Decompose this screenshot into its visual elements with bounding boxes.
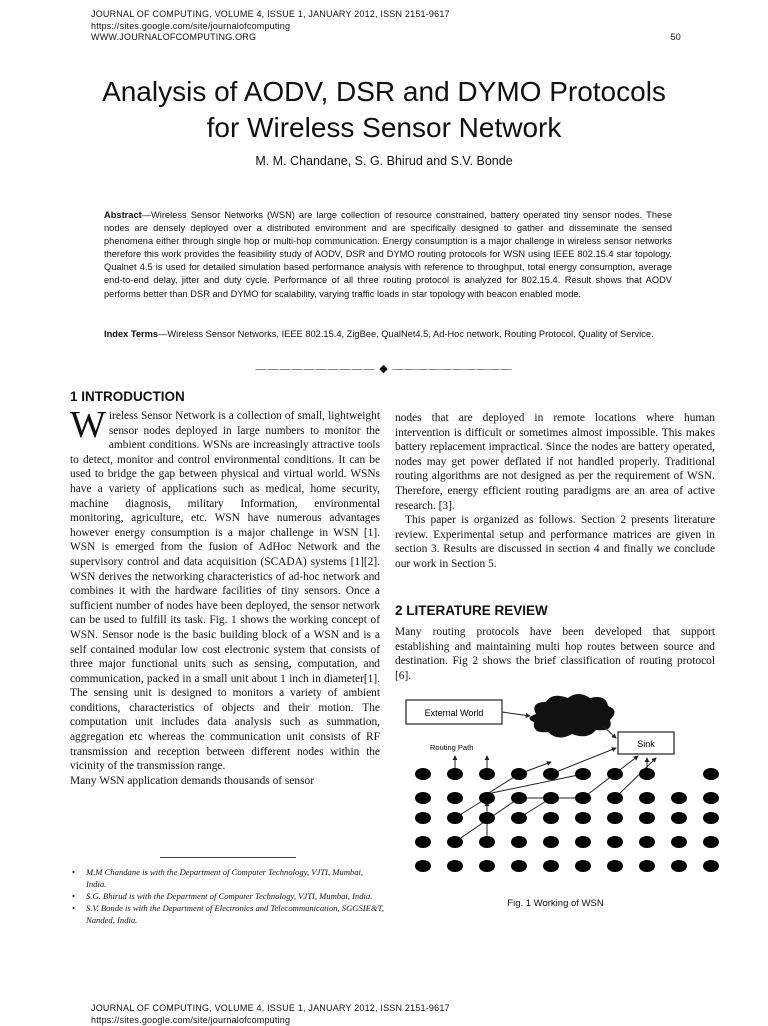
drop-cap: W <box>70 404 106 446</box>
running-header <box>91 9 681 44</box>
sensor-node <box>671 812 687 824</box>
sensor-node <box>415 768 431 780</box>
sensor-node <box>703 768 719 780</box>
heading-literature-review: 2 LITERATURE REVIEW <box>395 603 548 618</box>
index-terms-label: Index Terms <box>104 329 159 339</box>
sensor-node <box>575 768 591 780</box>
sensor-node <box>511 792 527 804</box>
right-column-top <box>395 411 715 572</box>
authors: M. M. Chandane, S. G. Bhirud and S.V. Bonde <box>255 154 513 168</box>
abstract-label: Abstract <box>104 210 142 220</box>
sensor-node <box>479 860 495 872</box>
literature-paragraph-1: Many routing protocols have been developed that support establishing and maintaining multi hop routes between source and destination. Fig 2 shows the brief classification of routing protocol [6]. <box>395 626 715 682</box>
footnote-2: • S.G. Bhirud is with the Department of Computer Technology, VJTI, Mumbai, India. <box>70 890 385 902</box>
link-line <box>502 712 530 716</box>
sink-label: Sink <box>637 739 655 749</box>
sensor-node <box>415 792 431 804</box>
cloud-icon <box>529 694 614 738</box>
sensor-node <box>639 792 655 804</box>
sensor-node <box>671 792 687 804</box>
sensor-node <box>575 812 591 824</box>
footnote-3: • S.V. Bonde is with the Department of Electronics and Telecommunication, SGGSIE&T, Nanded, India. <box>70 902 385 926</box>
sensor-node <box>415 836 431 848</box>
intro-paragraph-2: Many WSN application demands thousands of sensor <box>70 774 315 787</box>
sensor-node <box>415 812 431 824</box>
intro-paragraph-1 <box>70 404 380 774</box>
sensor-node <box>671 836 687 848</box>
footer-url[interactable]: https://sites.google.com/site/journalofcomputing <box>91 1015 291 1025</box>
sensor-node <box>479 792 495 804</box>
heading-introduction: 1 INTRODUCTION <box>70 389 185 404</box>
sensor-node <box>511 860 527 872</box>
routing-path-label: Routing Path <box>430 743 474 752</box>
sensor-node <box>639 768 655 780</box>
sensor-node <box>607 792 623 804</box>
sensor-node <box>639 836 655 848</box>
figure-caption: Fig. 1 Working of WSN <box>507 898 604 909</box>
title-line-1: Analysis of AODV, DSR and DYMO Protocols <box>102 76 666 107</box>
sensor-node <box>607 768 623 780</box>
sensor-node <box>447 768 463 780</box>
literature-paragraph <box>395 625 715 683</box>
sensor-node <box>447 860 463 872</box>
external-world-label: External World <box>424 708 484 718</box>
sensor-node <box>639 860 655 872</box>
sensor-node <box>543 792 559 804</box>
sensor-node <box>607 812 623 824</box>
header-site[interactable]: WWW.JOURNALOFCOMPUTING.ORG <box>91 32 257 42</box>
title-line-2: for Wireless Sensor Network <box>206 112 562 143</box>
left-column <box>70 404 380 835</box>
routing-arrow <box>487 774 583 794</box>
sensor-node <box>575 792 591 804</box>
intro-paragraph-2-cont: nodes that are deployed in remote locations where human intervention is difficult or sometimes almost impossible. This makes battery replacement impractical. Since the nodes are battery operated, nodes may get power deflated if not handled properly. Traditional routing algorithms are not designed as per the requirement of WSN. Therefore, energy efficient routing paradigms are an area of active research. [3]. <box>395 412 715 512</box>
index-terms-text: —Wireless Sensor Networks, IEEE 802.15.4, ZigBee, QualNet4.5, Ad-Hoc network, Routing Protocol, Quality of Service. <box>158 329 654 339</box>
sensor-node <box>447 792 463 804</box>
sensor-node <box>511 768 527 780</box>
intro-paragraph-3: This paper is organized as follows. Section 2 presents literature review. Experimental setup and performance matrices are given in section 3. Results are discussed in section 4 and finally we conclude our work in Section 5. <box>395 514 715 570</box>
sensor-node <box>575 836 591 848</box>
sensor-node <box>479 812 495 824</box>
sensor-node <box>607 860 623 872</box>
sensor-node <box>479 768 495 780</box>
sensor-node <box>479 836 495 848</box>
intro-paragraph-1-text: ireless Sensor Network is a collection of small, lightweight sensor nodes deployed in large numbers to monitor the ambient conditions. WSNs are increasingly attractive tools to detect, monitor and control environmental conditions. It can be used to bridge the gap between physical and virtual world. WSNs have a variety of applications such as medical, home security, machine diagnosis, military Information, environmental monitoring, agriculture, etc. WSN have numerous advantages however energy consumption is a major challenge in WSN [1]. WSN is emerged from the fusion of AdHoc Network and the supervisory control and data acquisition (SCADA) systems [1][2]. WSN derives the networking characteristics of ad-hoc network and combines it with the hardware facilities of tiny sensors. Once a sufficient number of nodes have been deployed, the sensor network can be used to fulfill its task. Fig. 1 shows the working concept of WSN. Sensor node is the basic building block of a WSN and is a self contained modular low cost electronic system that consists of three major functional units such as sensing, computation, and communication, packed in a small unit about 1 inch in diameter[1]. The sensing unit is designed to monitors a variety of ambient conditions, characteristics of objects and their motion. The computation unit includes data analysis such as summation, aggregation etc whereas the communication unit consists of RF transmission and reception between different nodes within the vicinity of the transmission range. <box>70 410 380 773</box>
abstract <box>104 209 672 301</box>
link-line <box>603 726 616 738</box>
sensor-node <box>543 860 559 872</box>
sensor-node <box>703 860 719 872</box>
footnote-1: • M.M Chandane is with the Department of Computer Technology, VJTI, Mumbai, India. <box>70 866 385 890</box>
sensor-node <box>447 812 463 824</box>
sensor-node <box>703 812 719 824</box>
page-number: 50 <box>670 32 681 42</box>
footnote-rule <box>160 857 296 858</box>
sensor-node <box>575 860 591 872</box>
header-journal: JOURNAL OF COMPUTING, VOLUME 4, ISSUE 1, JANUARY 2012, ISSN 2151-9617 <box>91 9 450 19</box>
sensor-node <box>607 836 623 848</box>
header-url[interactable]: https://sites.google.com/site/journalofcomputing <box>91 20 291 31</box>
paper-title <box>40 74 728 146</box>
sensor-node <box>511 836 527 848</box>
sensor-node <box>447 836 463 848</box>
sensor-node <box>415 860 431 872</box>
index-terms <box>104 328 672 341</box>
sensor-node <box>543 768 559 780</box>
sensor-node <box>703 792 719 804</box>
figure-wsn <box>398 694 738 884</box>
section-divider: —————————— ◆ —————————— <box>255 363 513 375</box>
sensor-node <box>703 836 719 848</box>
sensor-node-grid <box>415 768 719 872</box>
footer-journal: JOURNAL OF COMPUTING, VOLUME 4, ISSUE 1, JANUARY 2012, ISSN 2151-9617 <box>91 1003 450 1013</box>
sensor-node <box>543 812 559 824</box>
sensor-node <box>671 860 687 872</box>
sensor-node <box>639 812 655 824</box>
footnotes <box>70 866 385 926</box>
abstract-text: —Wireless Sensor Networks (WSN) are large collection of resource constrained, battery operated tiny sensor nodes. These nodes are densely deployed over a distributed environment and are specifically designed to gather and disseminate the sensed phenomena either through single hop or multi-hop communication. Energy consumption is a major challenge in wireless sensor networks therefore this work provides the feasibility study of AODV, DSR and DYMO routing protocols for WSN using IEEE 802.15.4 star topology. Qualnet 4.5 is used for detailed simulation based performance analysis with reference to throughput, total energy consumption, average end-to-end delay, jitter and duty cycle. Performance of all three routing protocol is analyzed for 802.15.4. Result shows that AODV performs better than DSR and DYMO for scalability, varying traffic loads in star topology with beacon enabled mode. <box>104 210 672 299</box>
sensor-node <box>543 836 559 848</box>
running-footer <box>91 1002 450 1026</box>
sensor-node <box>511 812 527 824</box>
